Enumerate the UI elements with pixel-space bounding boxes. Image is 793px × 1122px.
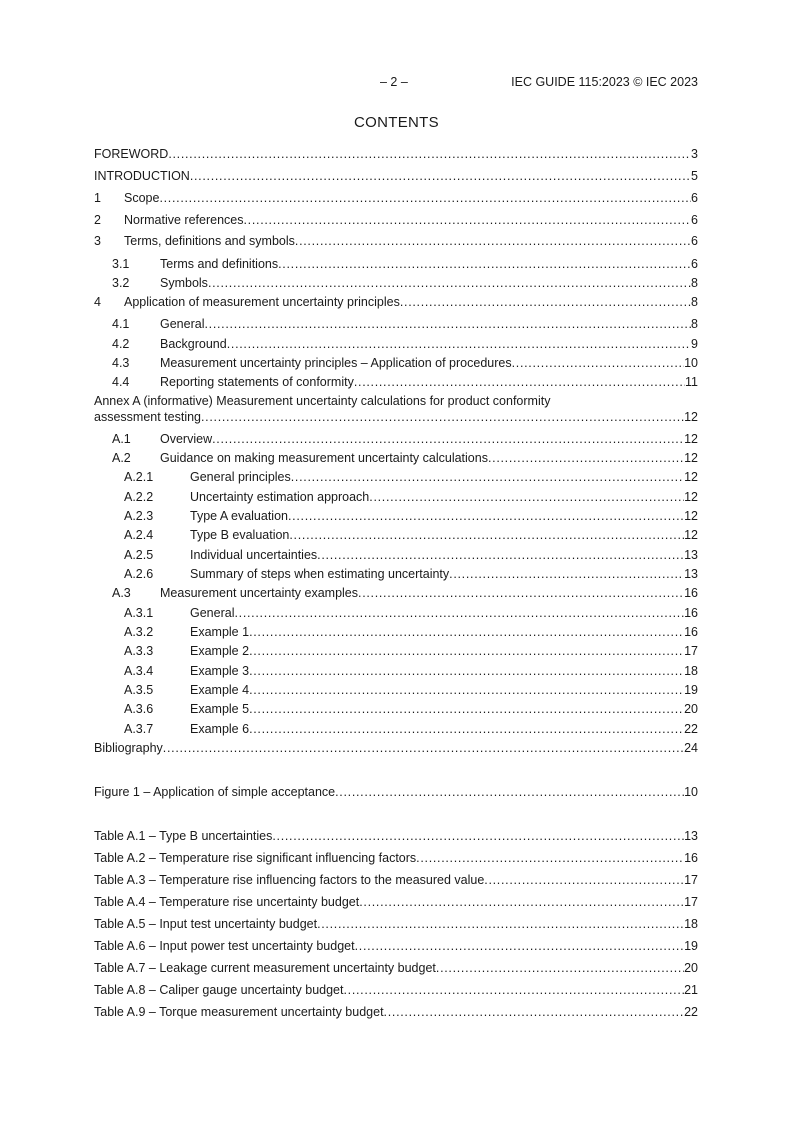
toc-entry-a2[interactable] [94, 450, 698, 466]
toc-entry-number: A.2.3 [124, 509, 154, 523]
dot-leader [354, 374, 685, 390]
dot-leader [204, 316, 691, 332]
dot-leader [159, 190, 691, 206]
toc-entry-page: 18 [684, 917, 698, 931]
toc-entry-number: A.3.1 [124, 606, 154, 620]
toc-entry-table-a8[interactable] [94, 982, 698, 998]
dot-leader [244, 212, 692, 228]
toc-entry-page: 17 [684, 644, 698, 658]
toc-entry-a26[interactable] [94, 566, 698, 582]
toc-entry-number: 4.2 [112, 337, 130, 351]
toc-entry-table-a1[interactable] [94, 828, 698, 844]
toc-entry-a35[interactable] [94, 682, 698, 698]
dot-leader [384, 1004, 685, 1020]
toc-entry-text: Table A.1 – Type B uncertainties [94, 829, 273, 843]
toc-entry-text: Example 6 [190, 722, 250, 736]
dot-leader [208, 275, 691, 291]
toc-entry-text: Type B evaluation [190, 528, 290, 542]
toc-entry-page: 21 [684, 983, 698, 997]
toc-entry-page: 8 [691, 317, 698, 331]
toc-entry-number: A.2.1 [124, 470, 154, 484]
toc-entry-table-a2[interactable] [94, 850, 698, 866]
annex-title-line2: assessment testing [94, 410, 201, 424]
toc-entry-table-a3[interactable] [94, 872, 698, 888]
toc-entry-text: General principles [190, 470, 291, 484]
toc-entry-text: Example 2 [190, 644, 250, 658]
toc-entry-page: 12 [684, 410, 698, 424]
toc-entry-page: 6 [691, 191, 698, 205]
toc-entry-text: Uncertainty estimation approach [190, 490, 370, 504]
dot-leader [289, 527, 684, 543]
dot-leader [249, 624, 684, 640]
toc-entry-number: A.3.6 [124, 702, 154, 716]
page-number: – 2 – [380, 75, 408, 89]
toc-entry-number: A.2.4 [124, 528, 154, 542]
toc-entry-page: 8 [691, 295, 698, 309]
toc-entry-number: 4.1 [112, 317, 130, 331]
toc-entry-a25[interactable] [94, 547, 698, 563]
toc-entry-text: Table A.3 – Temperature rise influencing factors to the measured value [94, 873, 485, 887]
toc-entry-text: Guidance on making measurement uncertainty calculations [160, 451, 488, 465]
toc-entry-text: Example 5 [190, 702, 250, 716]
dot-leader [484, 872, 684, 888]
toc-entry-number: 4.3 [112, 356, 130, 370]
toc-entry-page: 5 [691, 169, 698, 183]
toc-entry-page: 6 [691, 234, 698, 248]
dot-leader [291, 469, 684, 485]
toc-entry-text: General [190, 606, 235, 620]
dot-leader [359, 894, 684, 910]
dot-leader [488, 450, 684, 466]
toc-entry-page: 22 [684, 1005, 698, 1019]
dot-leader [436, 960, 684, 976]
toc-entry-bibliography[interactable] [94, 740, 698, 756]
toc-entry-page: 6 [691, 213, 698, 227]
toc-entry-page: 10 [684, 356, 698, 370]
dot-leader [512, 355, 685, 371]
toc-entry-number: 3.1 [112, 257, 130, 271]
toc-entry-text: Table A.8 – Caliper gauge uncertainty budget [94, 983, 344, 997]
toc-entry-table-a5[interactable] [94, 916, 698, 932]
toc-entry-text: Table A.4 – Temperature rise uncertainty budget [94, 895, 360, 909]
toc-entry-page: 12 [684, 528, 698, 542]
toc-entry-text: Scope [124, 191, 160, 205]
toc-entry-a23[interactable] [94, 508, 698, 524]
toc-entry-foreword[interactable] [94, 146, 698, 162]
toc-entry-number: A.3 [112, 586, 131, 600]
toc-entry-table-a9[interactable] [94, 1004, 698, 1020]
toc-entry-page: 16 [684, 851, 698, 865]
toc-entry-text: Example 3 [190, 664, 250, 678]
toc-entry-page: 24 [684, 741, 698, 755]
toc-entry-page: 20 [684, 702, 698, 716]
toc-entry-number: A.2.2 [124, 490, 154, 504]
toc-entry-a33[interactable] [94, 643, 698, 659]
toc-entry-terms[interactable] [94, 233, 698, 249]
toc-entry-number: A.3.5 [124, 683, 154, 697]
toc-entry-text: Measurement uncertainty principles – Application of procedures [160, 356, 512, 370]
dot-leader [249, 682, 684, 698]
dot-leader [227, 336, 691, 352]
toc-entry-text: Table A.5 – Input test uncertainty budget [94, 917, 318, 931]
toc-entry-number: 1 [94, 191, 101, 205]
toc-entry-text: Summary of steps when estimating uncertainty [190, 567, 450, 581]
toc-entry-table-a4[interactable] [94, 894, 698, 910]
dot-leader [343, 982, 684, 998]
standard-reference: IEC GUIDE 115:2023 © IEC 2023 [511, 75, 698, 89]
dot-leader [400, 294, 691, 310]
toc-entry-number: A.2 [112, 451, 131, 465]
toc-entry-page: 3 [691, 147, 698, 161]
toc-entry-page: 8 [691, 276, 698, 290]
dot-leader [355, 938, 685, 954]
toc-entry-principles[interactable] [94, 355, 698, 371]
dot-leader [234, 605, 684, 621]
dot-leader [272, 828, 684, 844]
dot-leader [369, 489, 684, 505]
toc-entry-page: 12 [684, 432, 698, 446]
toc-entry-text: Terms and definitions [160, 257, 279, 271]
toc-entry-number: A.2.5 [124, 548, 154, 562]
toc-entry-text: FOREWORD [94, 147, 169, 161]
toc-entry-number: 2 [94, 213, 101, 227]
toc-entry-page: 6 [691, 257, 698, 271]
dot-leader [163, 740, 684, 756]
toc-entry-figure-1[interactable] [94, 784, 698, 800]
dot-leader [358, 585, 684, 601]
toc-entry-a36[interactable] [94, 701, 698, 717]
toc-entry-text: Type A evaluation [190, 509, 288, 523]
toc-entry-table-a7[interactable] [94, 960, 698, 976]
dot-leader [249, 663, 684, 679]
toc-entry-symbols[interactable] [94, 275, 698, 291]
toc-entry-a21[interactable] [94, 469, 698, 485]
toc-entry-page: 20 [684, 961, 698, 975]
dot-leader [288, 508, 684, 524]
page-title: CONTENTS [354, 114, 439, 131]
toc-entry-a3[interactable] [94, 585, 698, 601]
toc-entry-page: 22 [684, 722, 698, 736]
toc-entry-text: Table A.2 – Temperature rise significant influencing factors [94, 851, 417, 865]
toc-entry-number: 3 [94, 234, 101, 248]
toc-entry-text: Reporting statements of conformity [160, 375, 354, 389]
toc-entry-general[interactable] [94, 316, 698, 332]
dot-leader [449, 566, 684, 582]
toc-entry-a22[interactable] [94, 489, 698, 505]
toc-entry-page: 9 [691, 337, 698, 351]
toc-entry-introduction[interactable] [94, 168, 698, 184]
toc-entry-text: Normative references [124, 213, 244, 227]
toc-entry-page: 16 [684, 625, 698, 639]
toc-entry-application[interactable] [94, 294, 698, 310]
dot-leader [416, 850, 684, 866]
toc-entry-a1[interactable] [94, 431, 698, 447]
toc-entry-page: 19 [684, 939, 698, 953]
toc-entry-text: INTRODUCTION [94, 169, 190, 183]
toc-entry-background[interactable] [94, 336, 698, 352]
toc-entry-page: 12 [684, 490, 698, 504]
dot-leader [168, 146, 691, 162]
toc-entry-number: A.3.3 [124, 644, 154, 658]
toc-entry-text: Figure 1 – Application of simple acceptance [94, 785, 336, 799]
toc-entry-page: 13 [684, 829, 698, 843]
toc-entry-text: Table A.6 – Input power test uncertainty budget [94, 939, 355, 953]
dot-leader [190, 168, 691, 184]
toc-entry-page: 16 [684, 586, 698, 600]
toc-entry-number: 3.2 [112, 276, 130, 290]
toc-entry-text: Bibliography [94, 741, 163, 755]
toc-entry-page: 13 [684, 567, 698, 581]
toc-entry-page: 12 [684, 470, 698, 484]
dot-leader [335, 784, 684, 800]
toc-entry-a32[interactable] [94, 624, 698, 640]
annex-title-line1: Annex A (informative) Measurement uncertainty calculations for product conformity [94, 394, 551, 408]
toc-entry-text: Symbols [160, 276, 208, 290]
toc-entry-number: 4.4 [112, 375, 130, 389]
toc-entry-page: 12 [684, 509, 698, 523]
toc-entry-page: 18 [684, 664, 698, 678]
toc-entry-a31[interactable] [94, 605, 698, 621]
toc-entry-a34[interactable] [94, 663, 698, 679]
toc-entry-number: A.3.2 [124, 625, 154, 639]
dot-leader [317, 916, 684, 932]
toc-entry-page: 11 [685, 375, 698, 389]
toc-entry-page: 17 [684, 873, 698, 887]
dot-leader [249, 643, 684, 659]
toc-entry-terms-and-definitions[interactable] [94, 256, 698, 272]
toc-entry-a24[interactable] [94, 527, 698, 543]
toc-entry-normative-references[interactable] [94, 212, 698, 228]
toc-entry-text: Measurement uncertainty examples [160, 586, 359, 600]
toc-entry-number: A.1 [112, 432, 131, 446]
toc-entry-page: 10 [684, 785, 698, 799]
dot-leader [201, 409, 684, 425]
toc-entry-number: A.3.4 [124, 664, 154, 678]
dot-leader [249, 701, 684, 717]
toc-entry-text: Individual uncertainties [190, 548, 318, 562]
toc-entry-text: General [160, 317, 205, 331]
page-header [94, 75, 698, 93]
toc-entry-table-a6[interactable] [94, 938, 698, 954]
toc-entry-page: 12 [684, 451, 698, 465]
toc-entry-annex-a[interactable] [94, 393, 698, 425]
dot-leader [317, 547, 684, 563]
toc-entry-scope[interactable] [94, 190, 698, 206]
dot-leader [295, 233, 691, 249]
toc-entry-number: A.3.7 [124, 722, 154, 736]
dot-leader [278, 256, 691, 272]
toc-entry-reporting[interactable] [94, 374, 698, 390]
toc-entry-page: 19 [684, 683, 698, 697]
toc-entry-text: Terms, definitions and symbols [124, 234, 295, 248]
dot-leader [212, 431, 684, 447]
toc-entry-text: Example 4 [190, 683, 250, 697]
toc-entry-text: Table A.9 – Torque measurement uncertainty budget [94, 1005, 384, 1019]
toc-entry-number: A.2.6 [124, 567, 154, 581]
toc-entry-page: 16 [684, 606, 698, 620]
toc-entry-a37[interactable] [94, 721, 698, 737]
toc-entry-text: Background [160, 337, 227, 351]
toc-entry-page: 13 [684, 548, 698, 562]
toc-entry-text: Overview [160, 432, 213, 446]
toc-entry-page: 17 [684, 895, 698, 909]
toc-entry-text: Application of measurement uncertainty principles [124, 295, 400, 309]
dot-leader [249, 721, 684, 737]
toc-entry-text: Table A.7 – Leakage current measurement uncertainty budget [94, 961, 436, 975]
toc-entry-number: 4 [94, 295, 101, 309]
toc-entry-text: Example 1 [190, 625, 250, 639]
